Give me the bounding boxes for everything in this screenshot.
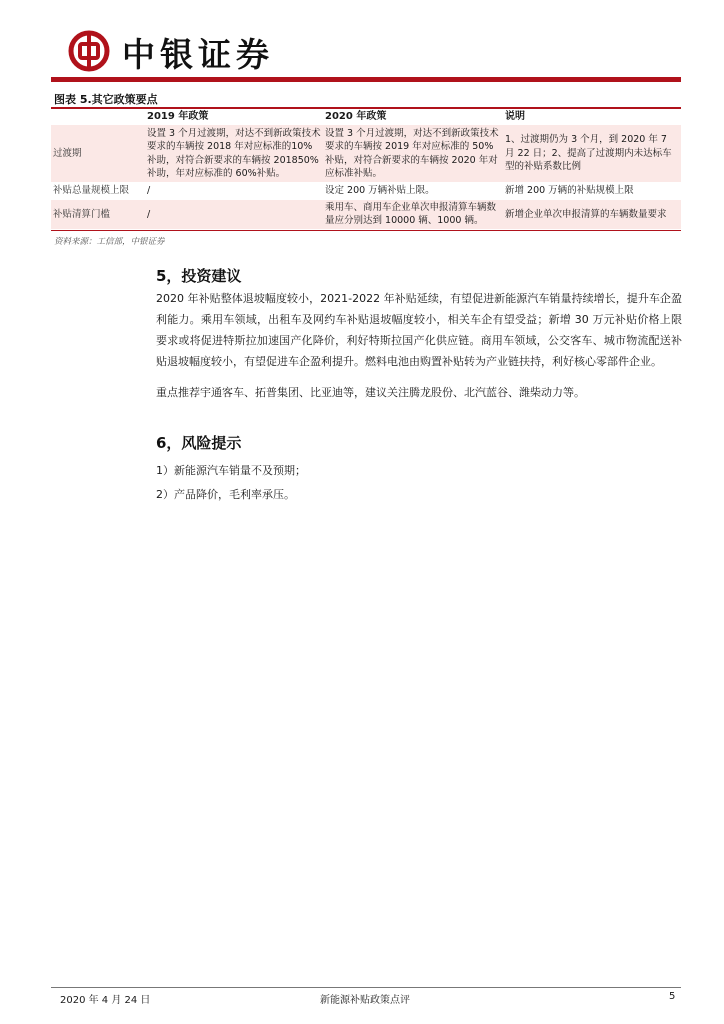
section-6-heading: 6，风险提示 xyxy=(156,434,242,452)
column-header xyxy=(51,110,145,125)
figure-title: 图表 5.其它政策要点 xyxy=(54,93,158,106)
row-label: 补贴清算门槛 xyxy=(53,208,111,220)
row-label: 补贴总量规模上限 xyxy=(53,185,130,196)
column-header: 2020 年政策 xyxy=(325,111,387,123)
section-5-paragraph: 2020 年补贴整体退坡幅度较小，2021-2022 年补贴延续，有望促进新能源汽车销量持续增长，提升车企盈利能力。乘用车领域，出租车及网约车补贴退坡幅度较小，相关车企有望受益；新增 30 万元补贴价格上限要求或将促进特斯拉加速国产化降价，利好特斯拉国产化供应链。商用车领域，公交客车、城市物流配送补贴退坡幅度较小，有望促进车企盈利提升。燃料电池由购置补贴转为产业链扶持，利好核心零部件企业。 xyxy=(156,292,682,368)
risk-item: 1）新能源汽车销量不及预期； xyxy=(156,464,306,477)
bank-of-china-logo-icon xyxy=(68,30,110,72)
table-cell: 设置 3 个月过渡期，对达不到新政策技术要求的车辆按 2019 年对应标准的 50%补贴，对符合新要求的车辆按 2020 年对应标准补贴。 xyxy=(325,127,499,179)
table-cell: 1、过渡期仍为 3 个月，到 2020 年 7 月 22 日；2、提高了过渡期内未达标车型的补贴系数比例 xyxy=(505,134,672,173)
policy-table xyxy=(51,110,681,229)
section-5-heading: 5，投资建议 xyxy=(156,267,242,285)
table-cell: 新增企业单次申报清算的车辆数量要求 xyxy=(505,208,667,220)
footer-title: 新能源补贴政策点评 xyxy=(320,995,410,1006)
table-cell: / xyxy=(147,185,151,196)
source-note: 资料来源：工信部，中银证券 xyxy=(54,237,165,247)
risk-item: 2）产品降价，毛利率承压。 xyxy=(156,488,295,501)
table-cell: 设定 200 万辆补贴上限。 xyxy=(325,185,435,196)
table-cell: 新增 200 万辆的补贴规模上限 xyxy=(505,185,634,196)
row-label: 过渡期 xyxy=(53,147,82,159)
brand-name: 中银证券 xyxy=(122,35,274,74)
table-cell: / xyxy=(147,208,151,220)
figure-title-rule xyxy=(51,107,681,109)
page-header xyxy=(0,0,724,90)
footer-date: 2020 年 4 月 24 日 xyxy=(60,995,151,1006)
table-row xyxy=(51,125,681,183)
table-cell: 设置 3 个月过渡期，对达不到新政策技术要求的车辆按 2018 年对应标准的10%补助，对符合新要求的车辆按 201850%补助，年对应标准的 60%补贴。 xyxy=(147,127,321,179)
table-header-row xyxy=(51,110,681,125)
page-number: 5 xyxy=(669,991,676,1002)
table-cell: 乘用车、商用车企业单次申报清算车辆数量应分别达到 10000 辆、1000 辆。 xyxy=(325,201,497,227)
table-row xyxy=(51,199,681,229)
section-5-recommendation: 重点推荐宇通客车、拓普集团、比亚迪等，建议关注腾龙股份、北汽蓝谷、潍柴动力等。 xyxy=(156,386,585,399)
column-header: 2019 年政策 xyxy=(147,111,209,123)
table-row xyxy=(51,183,681,200)
header-divider xyxy=(51,77,681,82)
table-bottom-rule xyxy=(51,230,681,231)
footer-divider xyxy=(51,987,681,988)
column-header: 说明 xyxy=(505,111,525,123)
